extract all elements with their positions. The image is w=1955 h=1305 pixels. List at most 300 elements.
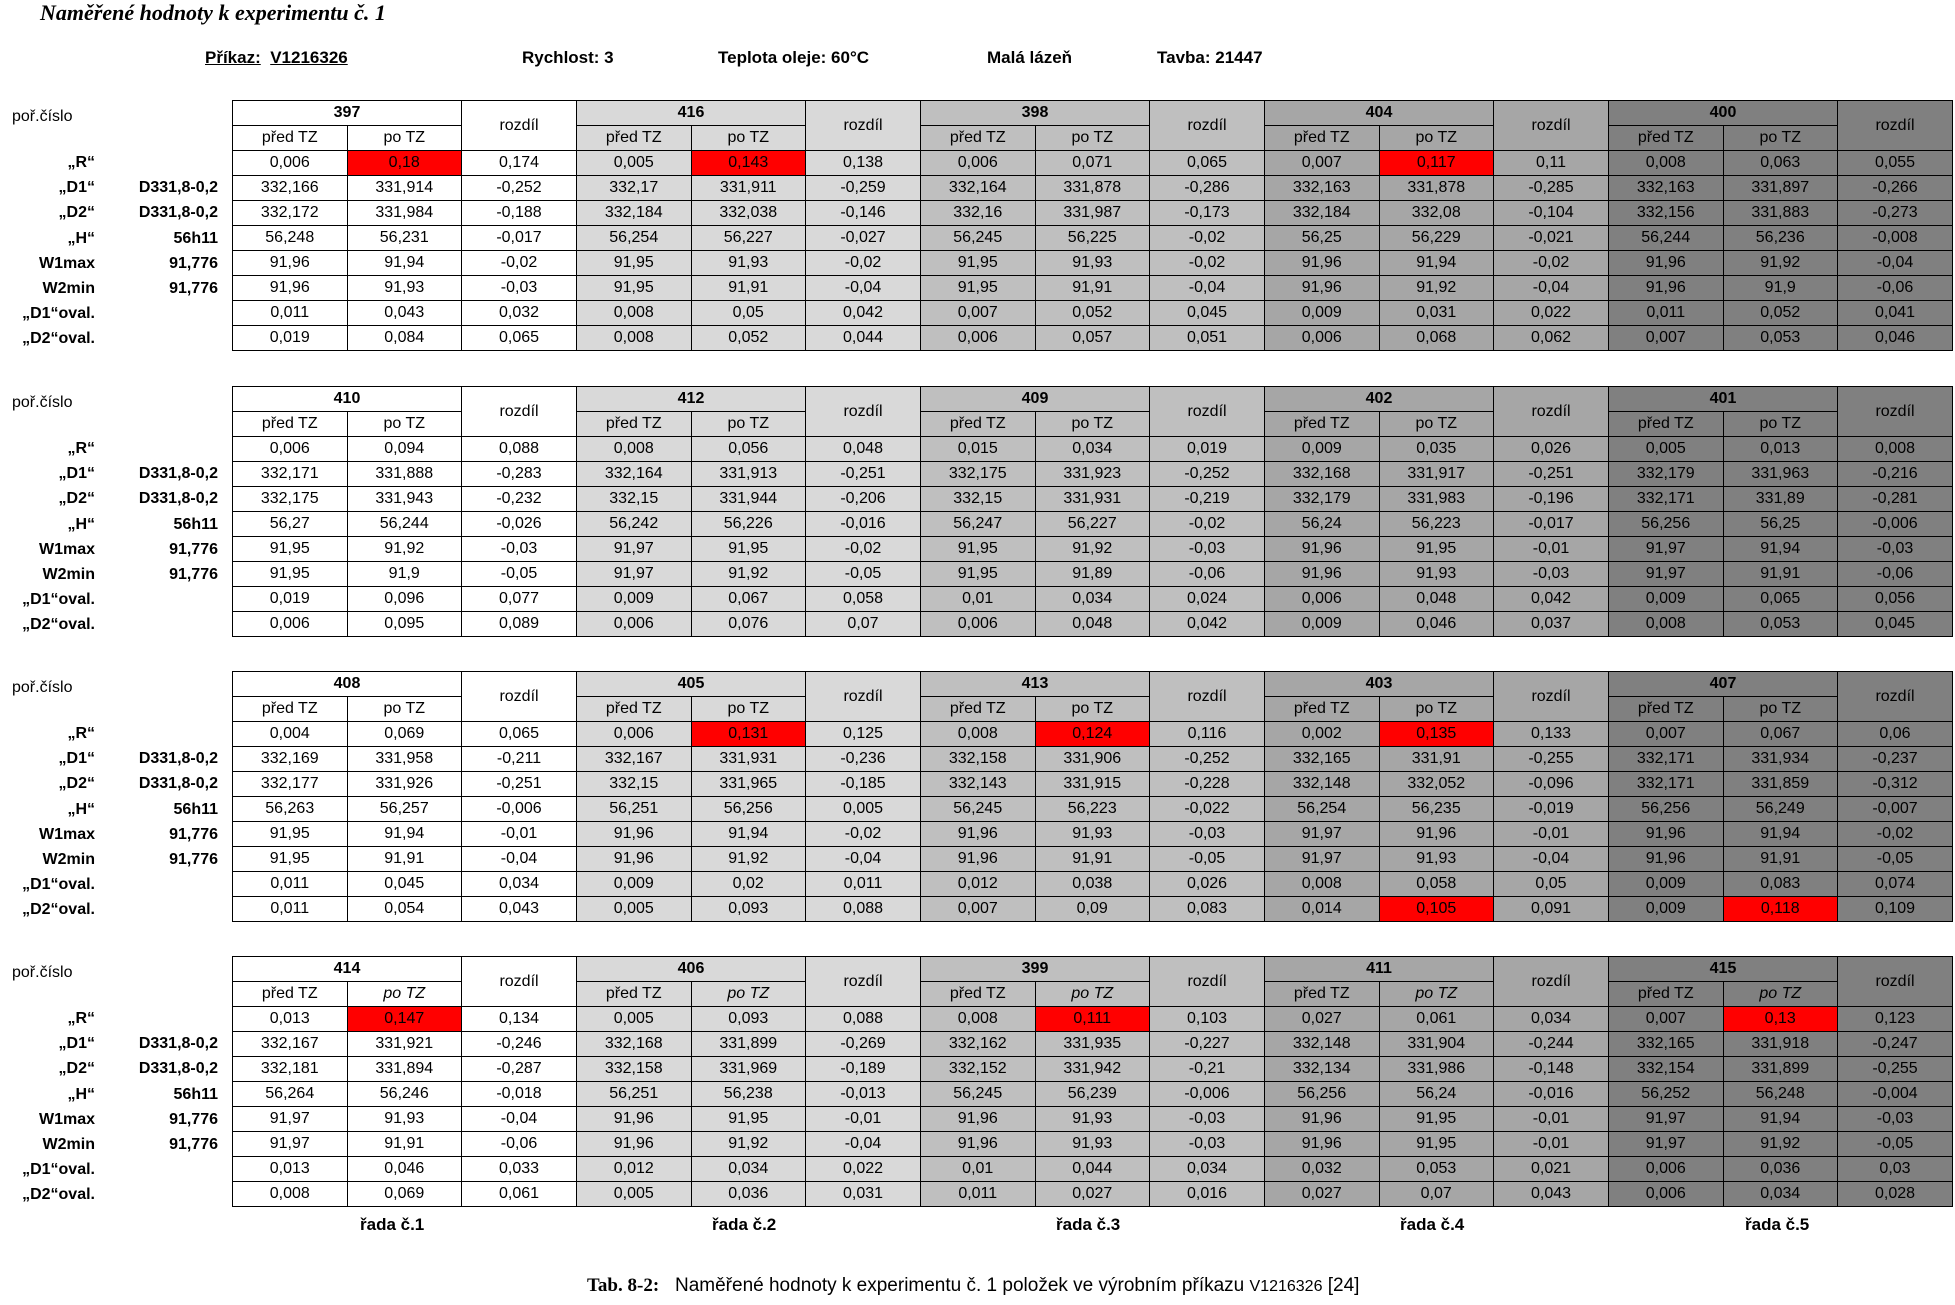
- difference-header: rozdíl: [1150, 387, 1265, 437]
- measurement-cell: 0,033: [462, 1157, 577, 1182]
- measurement-cell: 0,038: [1035, 872, 1150, 897]
- measurement-cell: 91,95: [233, 847, 348, 872]
- measurement-cell: -0,03: [1150, 822, 1265, 847]
- measurement-cell: 91,95: [921, 276, 1036, 301]
- sample-number: 403: [1265, 672, 1494, 697]
- measurement-cell: -0,232: [462, 487, 577, 512]
- measurement-cell: 0,045: [1838, 612, 1953, 637]
- measurement-cell: -0,255: [1494, 747, 1609, 772]
- measurement-cell: 332,17: [577, 176, 692, 201]
- measurement-cell: -0,04: [462, 847, 577, 872]
- measurement-cell: 0,046: [1379, 612, 1494, 637]
- measurement-cell: -0,251: [806, 462, 921, 487]
- measurement-cell: -0,227: [1150, 1032, 1265, 1057]
- series-label-3: řada č.3: [1056, 1215, 1121, 1234]
- measurement-cell: 0,006: [577, 612, 692, 637]
- measurement-cell: 0,076: [691, 612, 806, 637]
- measurement-cell: 0,046: [1838, 326, 1953, 351]
- measurement-cell: 0,05: [691, 301, 806, 326]
- measurement-cell: -0,096: [1494, 772, 1609, 797]
- measurement-cell: 0,042: [1150, 612, 1265, 637]
- measurement-cell: 0,088: [806, 897, 921, 922]
- caption-ref: [24]: [1327, 1275, 1360, 1296]
- after-heat-treatment-header: po TZ: [1379, 126, 1494, 151]
- difference-header: rozdíl: [1150, 101, 1265, 151]
- after-heat-treatment-header: po TZ: [1035, 982, 1150, 1007]
- measurement-cell: 0,069: [347, 1182, 462, 1207]
- measurement-cell: 332,158: [577, 1057, 692, 1082]
- row-label: „H“: [67, 229, 95, 247]
- measurement-cell: 91,95: [1379, 1107, 1494, 1132]
- measurement-cell: 56,226: [691, 512, 806, 537]
- after-heat-treatment-header: po TZ: [1723, 697, 1838, 722]
- row-label: „R“: [67, 440, 95, 457]
- measurement-cell: 0,019: [233, 326, 348, 351]
- sample-number: 404: [1265, 101, 1494, 126]
- measurement-cell: 91,96: [1265, 276, 1380, 301]
- measurement-cell: 91,9: [1723, 276, 1838, 301]
- measurement-cell: 0,071: [1035, 151, 1150, 176]
- measurement-cell: 332,177: [233, 772, 348, 797]
- measurement-cell: -0,02: [1150, 226, 1265, 251]
- measurement-cell: 0,011: [233, 301, 348, 326]
- measurement-cell: -0,219: [1150, 487, 1265, 512]
- measurement-cell: -0,196: [1494, 487, 1609, 512]
- measurement-cell: 0,006: [921, 612, 1036, 637]
- sample-number: 399: [921, 957, 1150, 982]
- row-label: W2min: [42, 1136, 95, 1153]
- measurement-cell: 331,944: [691, 487, 806, 512]
- before-heat-treatment-header: před TZ: [921, 126, 1036, 151]
- measurement-cell: 0,009: [1609, 587, 1724, 612]
- measurement-cell: 91,93: [1379, 847, 1494, 872]
- measurement-cell: 0,008: [577, 301, 692, 326]
- measurement-cell: -0,03: [1150, 1107, 1265, 1132]
- measurement-cell: 91,95: [1379, 537, 1494, 562]
- difference-header: rozdíl: [806, 387, 921, 437]
- after-heat-treatment-header: po TZ: [691, 982, 806, 1007]
- measurement-cell: -0,189: [806, 1057, 921, 1082]
- measurement-cell: 332,167: [233, 1032, 348, 1057]
- measurement-cell: 0,008: [577, 437, 692, 462]
- measurement-cell: 0,067: [1723, 722, 1838, 747]
- caption-code: V1216326: [1249, 1278, 1323, 1295]
- measurement-cell: 0,012: [921, 872, 1036, 897]
- measurement-cell: 0,103: [1150, 1007, 1265, 1032]
- table-row: [233, 512, 1953, 537]
- measurement-cell: -0,016: [806, 512, 921, 537]
- before-heat-treatment-header: před TZ: [577, 412, 692, 437]
- sample-number: 401: [1609, 387, 1838, 412]
- measurement-cell: 0,065: [462, 326, 577, 351]
- sample-number: 414: [233, 957, 462, 982]
- measurement-cell: -0,04: [806, 276, 921, 301]
- measurement-cell: 0,124: [1035, 722, 1150, 747]
- measurement-cell: 91,96: [921, 1107, 1036, 1132]
- measurement-cell: 0,051: [1150, 326, 1265, 351]
- measurement-cell: 0,088: [806, 1007, 921, 1032]
- measurement-cell: 0,143: [691, 151, 806, 176]
- measurement-cell: 91,95: [577, 276, 692, 301]
- row-spec: 91,776: [169, 825, 218, 843]
- measurement-cell: -0,021: [1494, 226, 1609, 251]
- measurement-cell: 331,906: [1035, 747, 1150, 772]
- measurement-cell: 0,006: [233, 151, 348, 176]
- measurement-cell: -0,03: [462, 537, 577, 562]
- measurement-cell: 331,987: [1035, 201, 1150, 226]
- measurement-cell: 0,005: [1609, 437, 1724, 462]
- measurement-cell: 0,045: [347, 872, 462, 897]
- measurement-cell: 56,231: [347, 226, 462, 251]
- measurement-cell: 0,09: [1035, 897, 1150, 922]
- measurement-cell: 91,95: [691, 537, 806, 562]
- row-label: „D2“oval.: [22, 330, 95, 348]
- measurement-cell: 91,96: [577, 1107, 692, 1132]
- measurement-cell: 91,96: [1609, 251, 1724, 276]
- row-label: „H“: [67, 1085, 95, 1103]
- table-row: [233, 251, 1953, 276]
- measurement-cell: 0,009: [1265, 437, 1380, 462]
- measurement-cell: 0,024: [1150, 587, 1265, 612]
- measurement-cell: -0,273: [1838, 201, 1953, 226]
- measurement-cell: -0,146: [806, 201, 921, 226]
- measurement-cell: 331,969: [691, 1057, 806, 1082]
- after-heat-treatment-header: po TZ: [691, 697, 806, 722]
- measurement-cell: 332,166: [233, 176, 348, 201]
- row-label: „D1“oval.: [22, 1161, 95, 1179]
- after-heat-treatment-header: po TZ: [347, 126, 462, 151]
- measurement-cell: 0,052: [691, 326, 806, 351]
- row-label: W1max: [38, 825, 95, 843]
- after-heat-treatment-header: po TZ: [1723, 126, 1838, 151]
- row-spec: D331,8-0,2: [138, 1060, 218, 1078]
- measurement-cell: 332,168: [577, 1032, 692, 1057]
- measurement-cell: 332,163: [1609, 176, 1724, 201]
- measurement-cell: 56,256: [1609, 797, 1724, 822]
- measurement-cell: 0,034: [1035, 587, 1150, 612]
- measurement-cell: 56,25: [1265, 226, 1380, 251]
- row-spec: 91,776: [169, 566, 218, 583]
- before-heat-treatment-header: před TZ: [1265, 982, 1380, 1007]
- measurement-cell: 332,15: [921, 487, 1036, 512]
- measurement-cell: 56,248: [233, 226, 348, 251]
- measurement-cell: 56,227: [691, 226, 806, 251]
- measurement-cell: 0,021: [1494, 1157, 1609, 1182]
- measurement-cell: 0,008: [1609, 151, 1724, 176]
- measurement-cell: -0,04: [1494, 276, 1609, 301]
- measurement-cell: 331,921: [347, 1032, 462, 1057]
- measurement-cell: -0,237: [1838, 747, 1953, 772]
- measurement-cell: -0,06: [1838, 562, 1953, 587]
- measurement-cell: 0,065: [1150, 151, 1265, 176]
- row-label: „D2“oval.: [22, 901, 95, 919]
- measurement-cell: 91,95: [233, 537, 348, 562]
- measurement-cell: -0,246: [462, 1032, 577, 1057]
- measurement-cell: 0,116: [1150, 722, 1265, 747]
- measurement-cell: 0,067: [691, 587, 806, 612]
- table-row: [233, 1007, 1953, 1032]
- measurement-cell: -0,269: [806, 1032, 921, 1057]
- measurement-cell: 91,97: [233, 1132, 348, 1157]
- measurement-cell: 331,931: [691, 747, 806, 772]
- measurement-cell: 0,062: [1494, 326, 1609, 351]
- measurement-cell: -0,04: [1838, 251, 1953, 276]
- measurement-cell: 0,008: [1609, 612, 1724, 637]
- after-heat-treatment-header: po TZ: [1379, 412, 1494, 437]
- measurement-cell: 56,244: [1609, 226, 1724, 251]
- measurement-cell: 0,004: [233, 722, 348, 747]
- measurement-cell: 0,026: [1494, 437, 1609, 462]
- measurement-cell: 91,94: [1723, 1107, 1838, 1132]
- measurement-cell: 0,022: [806, 1157, 921, 1182]
- table-row: [233, 612, 1953, 637]
- measurement-cell: 56,254: [1265, 797, 1380, 822]
- row-label: „R“: [67, 725, 95, 742]
- measurement-cell: 0,034: [691, 1157, 806, 1182]
- measurement-cell: 0,005: [577, 897, 692, 922]
- measurement-cell: 0,057: [1035, 326, 1150, 351]
- measurement-cell: -0,06: [1838, 276, 1953, 301]
- measurement-cell: 331,926: [347, 772, 462, 797]
- difference-header: rozdíl: [1838, 672, 1953, 722]
- after-heat-treatment-header: po TZ: [1035, 412, 1150, 437]
- measurement-cell: 332,171: [233, 462, 348, 487]
- measurement-cell: 0,174: [462, 151, 577, 176]
- measurement-cell: 56,229: [1379, 226, 1494, 251]
- measurement-cell: 0,006: [1265, 587, 1380, 612]
- table-row: [233, 537, 1953, 562]
- measurement-cell: -0,01: [1494, 1132, 1609, 1157]
- sample-number: 407: [1609, 672, 1838, 697]
- measurement-cell: 91,96: [1265, 562, 1380, 587]
- row-label: W2min: [42, 280, 95, 297]
- measurement-cell: 0,034: [1723, 1182, 1838, 1207]
- measurement-cell: -0,01: [806, 1107, 921, 1132]
- measurement-cell: -0,02: [1150, 512, 1265, 537]
- measurement-cell: 91,91: [347, 1132, 462, 1157]
- table-caption: [587, 1275, 1359, 1297]
- measurement-cell: 0,03: [1838, 1157, 1953, 1182]
- after-heat-treatment-header: po TZ: [1723, 412, 1838, 437]
- measurement-cell: 56,235: [1379, 797, 1494, 822]
- bath-field: Malá lázeň: [987, 48, 1073, 67]
- measurement-cell: 0,118: [1723, 897, 1838, 922]
- measurement-cell: 332,148: [1265, 772, 1380, 797]
- table-row: [233, 1182, 1953, 1207]
- before-heat-treatment-header: před TZ: [1609, 412, 1724, 437]
- measurement-cell: 0,027: [1265, 1182, 1380, 1207]
- measurement-cell: -0,016: [1494, 1082, 1609, 1107]
- measurement-cell: -0,206: [806, 487, 921, 512]
- measurement-cell: 91,92: [691, 847, 806, 872]
- sample-number: 406: [577, 957, 806, 982]
- measurement-cell: -0,173: [1150, 201, 1265, 226]
- measurement-cell: 0,005: [577, 1182, 692, 1207]
- measurement-cell: 56,251: [577, 797, 692, 822]
- measurement-cell: 91,96: [577, 822, 692, 847]
- measurement-cell: 0,015: [921, 437, 1036, 462]
- measurement-cell: 0,133: [1494, 722, 1609, 747]
- measurement-cell: 0,005: [806, 797, 921, 822]
- measurement-cell: 0,056: [691, 437, 806, 462]
- measurement-cell: 56,25: [1723, 512, 1838, 537]
- measurement-cell: -0,05: [1838, 1132, 1953, 1157]
- measurement-cell: 332,168: [1265, 462, 1380, 487]
- measurement-cell: 0,011: [233, 872, 348, 897]
- measurement-cell: 56,225: [1035, 226, 1150, 251]
- measurement-cell: 56,264: [233, 1082, 348, 1107]
- measurement-cell: -0,252: [462, 176, 577, 201]
- difference-header: rozdíl: [806, 957, 921, 1007]
- measurement-cell: 56,236: [1723, 226, 1838, 251]
- measurement-cell: -0,02: [806, 251, 921, 276]
- measurement-cell: 0,083: [1150, 897, 1265, 922]
- measurement-cell: 91,95: [233, 562, 348, 587]
- sample-number: 415: [1609, 957, 1838, 982]
- sample-number: 410: [233, 387, 462, 412]
- measurement-cell: -0,018: [462, 1082, 577, 1107]
- measurement-cell: -0,287: [462, 1057, 577, 1082]
- measurement-cell: 0,006: [577, 722, 692, 747]
- row-label: „D2“: [58, 204, 95, 222]
- measurement-cell: 0,034: [462, 872, 577, 897]
- measurement-cell: 0,007: [1609, 326, 1724, 351]
- before-heat-treatment-header: před TZ: [921, 697, 1036, 722]
- measurement-cell: 0,048: [1379, 587, 1494, 612]
- table-row: [233, 1032, 1953, 1057]
- table-row: [233, 562, 1953, 587]
- measurement-cell: 0,007: [1265, 151, 1380, 176]
- measurement-cell: -0,013: [806, 1082, 921, 1107]
- measurement-table: [232, 100, 1953, 351]
- measurement-cell: 332,184: [577, 201, 692, 226]
- measurement-cell: 0,06: [1838, 722, 1953, 747]
- measurement-cell: 331,91: [1379, 747, 1494, 772]
- measurement-cell: 332,171: [1609, 772, 1724, 797]
- measurement-cell: 91,92: [1035, 537, 1150, 562]
- measurement-cell: -0,05: [462, 562, 577, 587]
- sample-number: 405: [577, 672, 806, 697]
- measurement-cell: 0,01: [921, 1157, 1036, 1182]
- measurement-cell: -0,251: [462, 772, 577, 797]
- measurement-cell: 331,911: [691, 176, 806, 201]
- measurement-cell: 0,13: [1723, 1007, 1838, 1032]
- sample-number: 397: [233, 101, 462, 126]
- measurement-cell: -0,281: [1838, 487, 1953, 512]
- measurement-cell: 0,007: [1609, 722, 1724, 747]
- row-spec: 91,776: [169, 1136, 218, 1153]
- measurement-cell: 0,088: [462, 437, 577, 462]
- measurement-cell: 0,096: [347, 587, 462, 612]
- measurement-cell: 332,184: [1265, 201, 1380, 226]
- measurement-cell: 0,05: [1494, 872, 1609, 897]
- measurement-cell: 0,008: [921, 722, 1036, 747]
- measurement-cell: 91,96: [233, 251, 348, 276]
- measurement-cell: -0,022: [1150, 797, 1265, 822]
- measurement-cell: 91,92: [1723, 1132, 1838, 1157]
- measurement-cell: 332,171: [1609, 747, 1724, 772]
- before-heat-treatment-header: před TZ: [233, 982, 348, 1007]
- difference-header: rozdíl: [462, 672, 577, 722]
- measurement-cell: 332,171: [1609, 487, 1724, 512]
- measurement-cell: -0,03: [1150, 1132, 1265, 1157]
- measurement-cell: -0,02: [1838, 822, 1953, 847]
- measurement-cell: 331,983: [1379, 487, 1494, 512]
- measurement-cell: 91,96: [921, 822, 1036, 847]
- series-label-2: řada č.2: [712, 1215, 777, 1234]
- after-heat-treatment-header: po TZ: [1723, 982, 1838, 1007]
- measurement-cell: 332,15: [577, 487, 692, 512]
- measurement-cell: 91,93: [1035, 1132, 1150, 1157]
- measurement-cell: -0,007: [1838, 797, 1953, 822]
- measurement-cell: 0,011: [233, 897, 348, 922]
- measurement-cell: 0,093: [691, 1007, 806, 1032]
- series-label-4: řada č.4: [1400, 1215, 1465, 1234]
- measurement-cell: -0,03: [1838, 1107, 1953, 1132]
- measurement-cell: 91,97: [1265, 847, 1380, 872]
- measurement-cell: 0,005: [577, 1007, 692, 1032]
- measurement-cell: 91,92: [1379, 276, 1494, 301]
- measurement-cell: 91,94: [1379, 251, 1494, 276]
- measurement-cell: -0,259: [806, 176, 921, 201]
- measurement-cell: 0,053: [1723, 612, 1838, 637]
- measurement-cell: 0,009: [1265, 612, 1380, 637]
- measurement-cell: 0,043: [347, 301, 462, 326]
- row-label: „D2“: [58, 490, 95, 508]
- measurement-cell: 56,245: [921, 226, 1036, 251]
- order-number-label: poř.číslo: [12, 964, 73, 981]
- measurement-cell: 0,147: [347, 1007, 462, 1032]
- measurement-cell: 91,95: [921, 562, 1036, 587]
- before-heat-treatment-header: před TZ: [1609, 697, 1724, 722]
- measurement-cell: 0,135: [1379, 722, 1494, 747]
- measurement-cell: 91,92: [1723, 251, 1838, 276]
- measurement-cell: 331,915: [1035, 772, 1150, 797]
- row-label: „D1“oval.: [22, 305, 95, 323]
- measurement-cell: -0,04: [462, 1107, 577, 1132]
- measurement-cell: 0,18: [347, 151, 462, 176]
- measurement-cell: 331,963: [1723, 462, 1838, 487]
- measurement-cell: 91,95: [577, 251, 692, 276]
- measurement-cell: -0,02: [1150, 251, 1265, 276]
- measurement-cell: 332,164: [921, 176, 1036, 201]
- measurement-cell: 0,008: [233, 1182, 348, 1207]
- measurement-cell: 331,888: [347, 462, 462, 487]
- measurement-cell: 332,038: [691, 201, 806, 226]
- table-row: [233, 722, 1953, 747]
- row-label: „D1“: [58, 179, 95, 197]
- row-label: „R“: [67, 1010, 95, 1027]
- measurement-cell: 331,897: [1723, 176, 1838, 201]
- measurement-cell: 331,984: [347, 201, 462, 226]
- measurement-cell: 0,11: [1494, 151, 1609, 176]
- measurement-cell: 56,24: [1265, 512, 1380, 537]
- measurement-cell: 331,913: [691, 462, 806, 487]
- measurement-cell: 0,053: [1723, 326, 1838, 351]
- measurement-cell: 91,97: [1609, 562, 1724, 587]
- order-number-label: poř.číslo: [12, 679, 73, 696]
- measurement-cell: 56,24: [1379, 1082, 1494, 1107]
- row-label: „H“: [67, 515, 95, 533]
- measurement-cell: -0,05: [1838, 847, 1953, 872]
- sample-number: 408: [233, 672, 462, 697]
- measurement-cell: -0,04: [1494, 847, 1609, 872]
- measurement-cell: 332,148: [1265, 1032, 1380, 1057]
- sample-number: 412: [577, 387, 806, 412]
- measurement-cell: 56,256: [691, 797, 806, 822]
- measurement-cell: 331,89: [1723, 487, 1838, 512]
- measurement-cell: 91,97: [1609, 1107, 1724, 1132]
